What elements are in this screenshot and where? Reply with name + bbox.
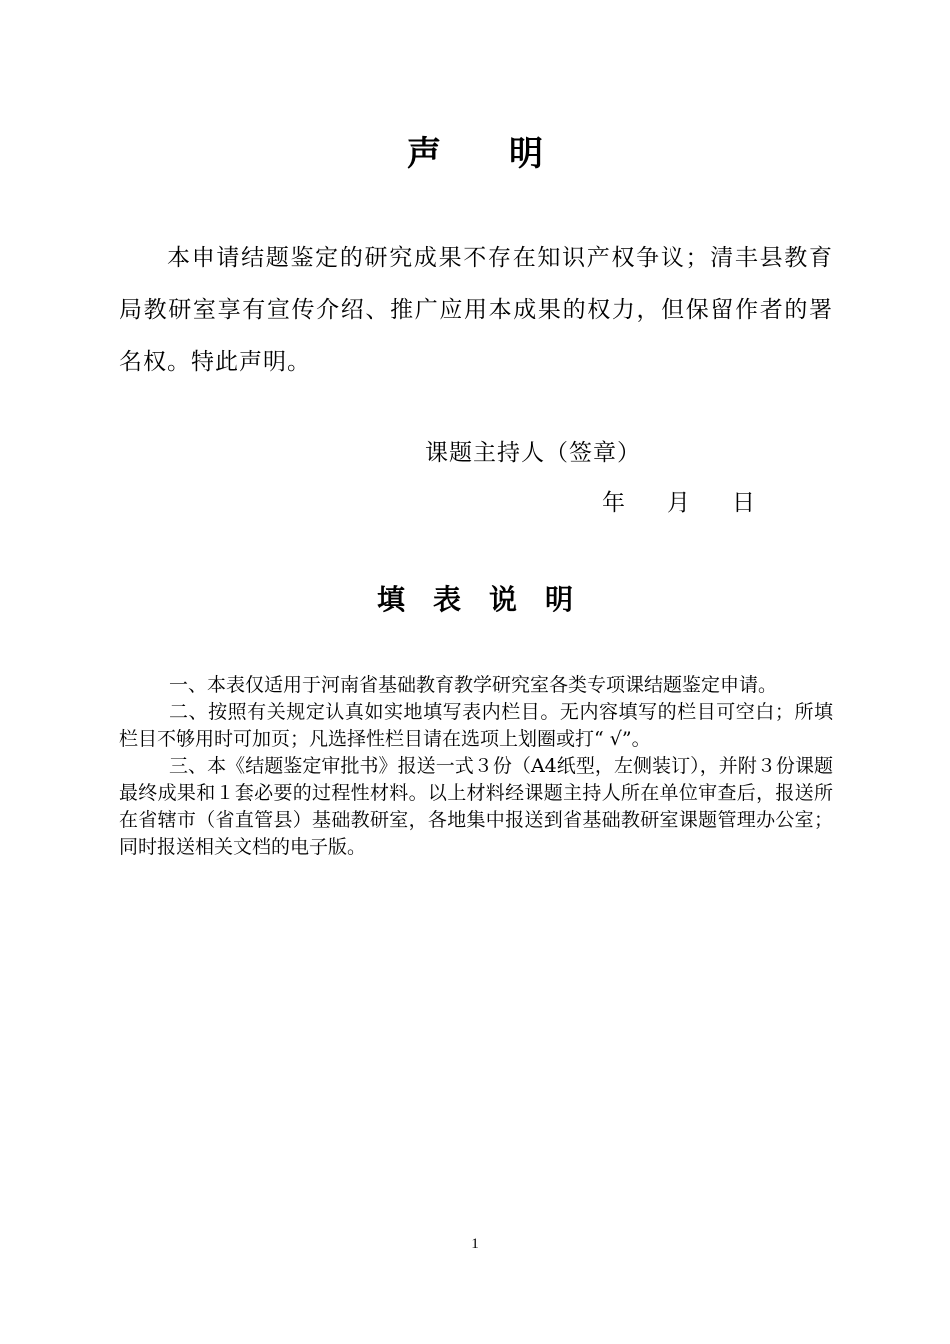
date-month-label: 月 — [667, 490, 690, 516]
instruction-item-2: 二、按照有关规定认真如实地填写表内栏目。无内容填写的栏目可空白；所填栏目不够用时可加页；凡选择性栏目请在选项上划圈或打“ √”。 — [119, 701, 833, 750]
instructions-list — [119, 672, 833, 861]
page-number: 1 — [471, 1236, 479, 1252]
instructions-title: 填 表 说 明 — [376, 583, 573, 616]
instruction-item-3: 三、本《结题鉴定审批书》报送一式３份（A4纸型，左侧装订），并附３份课题最终成果和１套必要的过程性材料。以上材料经课题主持人所在单位审查后，报送所在省辖市（省直管县）基础教研室，各地集中报送到省基础教研室课题管理办公室；同时报送相关文档的电子版。 — [119, 755, 833, 858]
date-year-label: 年 — [602, 490, 625, 516]
date-day-label: 日 — [732, 490, 755, 516]
instruction-item-1: 一、本表仅适用于河南省基础教育教学研究室各类专项课结题鉴定申请。 — [169, 674, 778, 696]
declaration-title: 声 明 — [407, 134, 543, 174]
signature-label: 课题主持人（签章） — [425, 440, 641, 466]
declaration-body: 本申请结题鉴定的研究成果不存在知识产权争议；清丰县教育局教研室享有宣传介绍、推广应用本成果的权力，但保留作者的署名权。特此声明。 — [119, 245, 833, 375]
